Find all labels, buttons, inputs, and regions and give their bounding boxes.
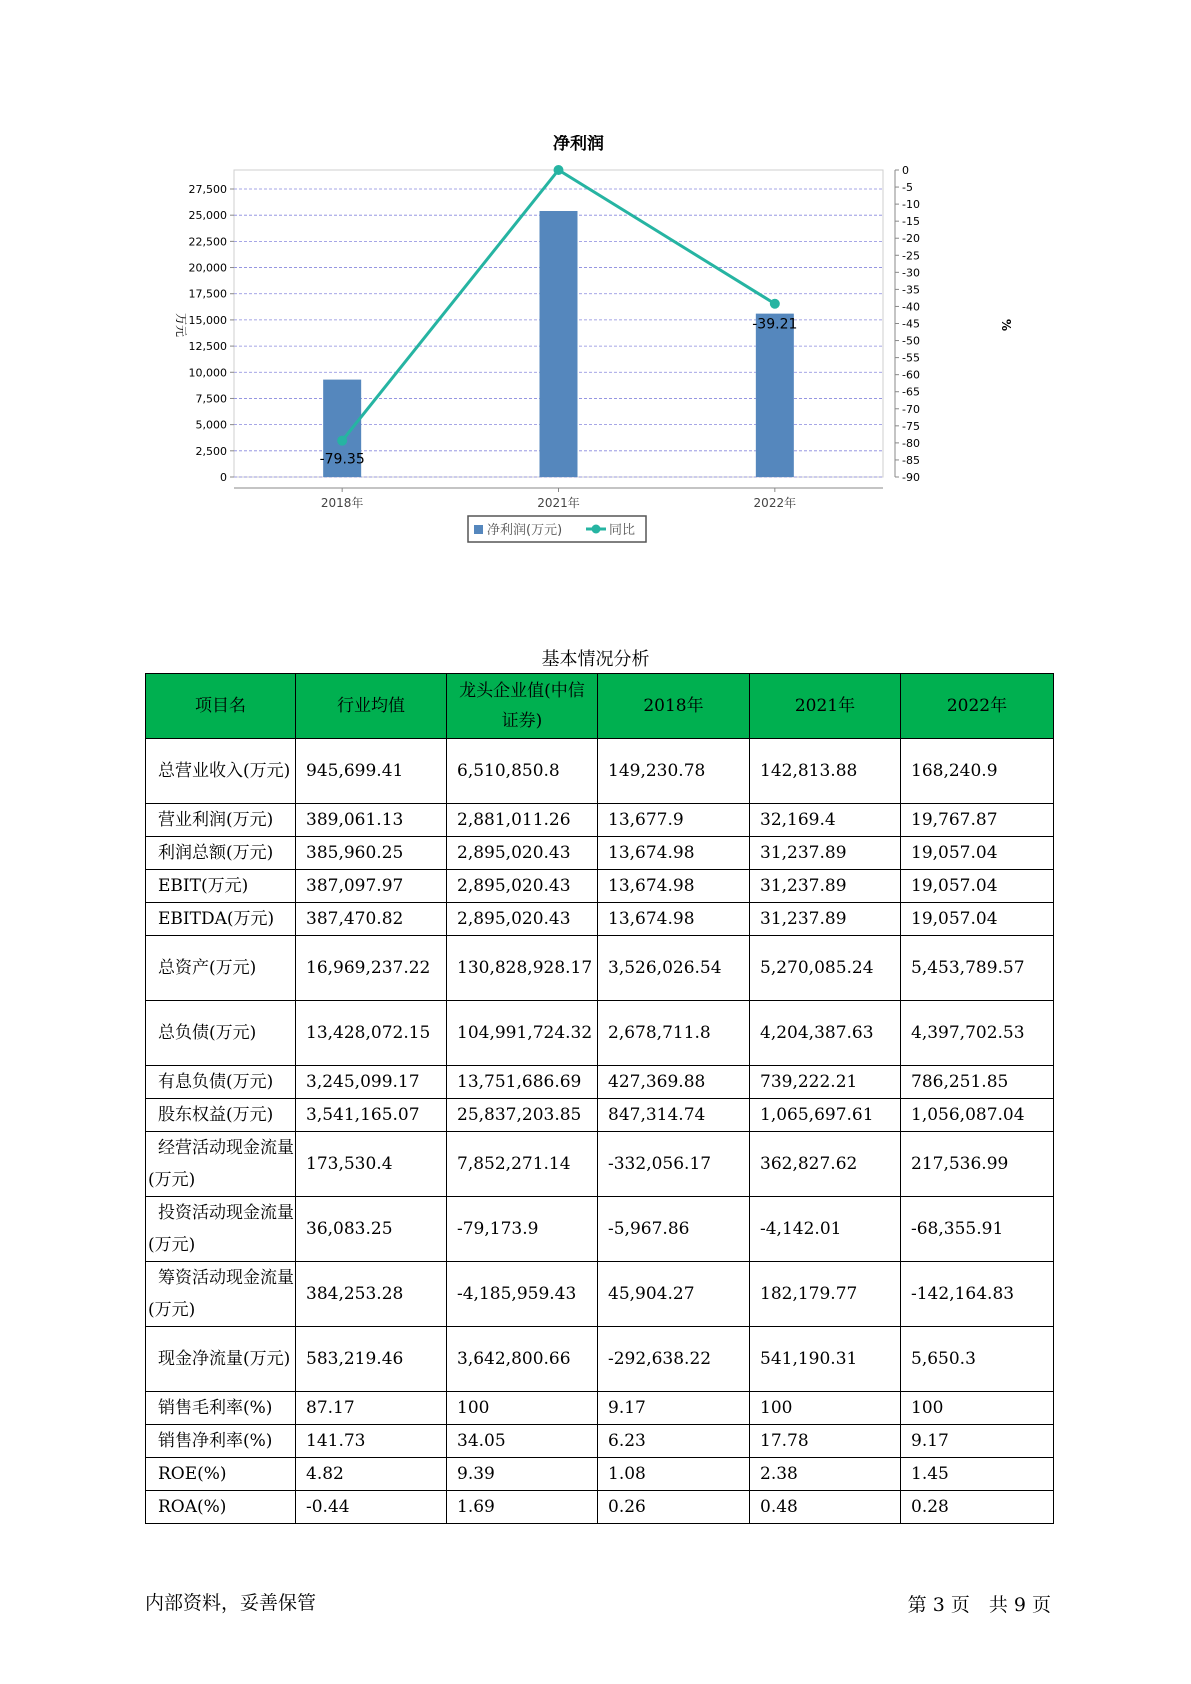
value-cell: 16,969,237.22 xyxy=(296,936,447,1001)
value-cell: 5,270,085.24 xyxy=(750,936,901,1001)
x-tick-label: 2018年 xyxy=(320,496,364,510)
value-cell: -4,185,959.43 xyxy=(447,1262,598,1327)
value-cell: -0.44 xyxy=(296,1491,447,1524)
left-tick-label: 27,500 xyxy=(188,183,227,196)
right-tick-label: -70 xyxy=(902,402,920,416)
value-cell: 385,960.25 xyxy=(296,837,447,870)
value-cell: -68,355.91 xyxy=(901,1197,1054,1262)
value-cell: 13,674.98 xyxy=(598,903,750,936)
value-cell: -79,173.9 xyxy=(447,1197,598,1262)
table-row xyxy=(146,936,1054,1001)
value-cell: 3,541,165.07 xyxy=(296,1099,447,1132)
left-tick-label: 15,000 xyxy=(188,313,227,327)
yoy-point xyxy=(770,299,780,309)
table-row xyxy=(146,1327,1054,1392)
row-label-cell: 总负债(万元) xyxy=(146,1001,296,1066)
value-cell: 541,190.31 xyxy=(750,1327,901,1392)
value-cell: 3,642,800.66 xyxy=(447,1327,598,1392)
row-label-cell: EBITDA(万元) xyxy=(146,903,296,936)
right-tick-label: -40 xyxy=(902,300,920,314)
left-tick-label: 25,000 xyxy=(188,209,227,223)
value-cell: 19,057.04 xyxy=(901,870,1054,903)
x-tick-label: 2022年 xyxy=(753,496,797,510)
value-cell: 4.82 xyxy=(296,1458,447,1491)
value-cell: 1.45 xyxy=(901,1458,1054,1491)
table-row xyxy=(146,804,1054,837)
right-tick-label: -60 xyxy=(902,368,920,382)
right-tick-label: -85 xyxy=(902,453,920,467)
header-cell: 行业均值 xyxy=(296,674,447,739)
value-cell: 45,904.27 xyxy=(598,1262,750,1327)
value-cell: 17.78 xyxy=(750,1425,901,1458)
right-tick-label: -75 xyxy=(902,419,920,433)
value-cell: 362,827.62 xyxy=(750,1132,901,1197)
value-cell: 149,230.78 xyxy=(598,739,750,804)
value-cell: 9.17 xyxy=(598,1392,750,1425)
value-cell: 31,237.89 xyxy=(750,837,901,870)
right-tick-label: -50 xyxy=(902,334,920,348)
value-cell: 100 xyxy=(901,1392,1054,1425)
right-tick-label: -45 xyxy=(902,317,920,331)
value-cell: 6,510,850.8 xyxy=(447,739,598,804)
table-row xyxy=(146,903,1054,936)
page-number: 第 3 页 共 9 页 xyxy=(907,1594,1051,1616)
yoy-point xyxy=(554,165,564,175)
left-tick-label: 7,500 xyxy=(195,392,227,406)
value-cell: 104,991,724.32 xyxy=(447,1001,598,1066)
right-tick-label: -80 xyxy=(902,436,920,450)
value-cell: -142,164.83 xyxy=(901,1262,1054,1327)
value-cell: 387,097.97 xyxy=(296,870,447,903)
value-cell: 427,369.88 xyxy=(598,1066,750,1099)
basic-analysis-table xyxy=(145,673,1054,1524)
value-cell: -5,967.86 xyxy=(598,1197,750,1262)
value-cell: 25,837,203.85 xyxy=(447,1099,598,1132)
value-cell: 1.08 xyxy=(598,1458,750,1491)
value-cell: 2,895,020.43 xyxy=(447,870,598,903)
value-cell: 9.39 xyxy=(447,1458,598,1491)
value-cell: 2,881,011.26 xyxy=(447,804,598,837)
value-cell: 389,061.13 xyxy=(296,804,447,837)
value-cell: 173,530.4 xyxy=(296,1132,447,1197)
right-tick-label: -55 xyxy=(902,351,920,365)
table-row xyxy=(146,1458,1054,1491)
value-cell: 142,813.88 xyxy=(750,739,901,804)
left-axis-label: 万元 xyxy=(174,312,188,338)
right-tick-label: -15 xyxy=(902,215,920,229)
value-cell: -4,142.01 xyxy=(750,1197,901,1262)
value-cell: 31,237.89 xyxy=(750,870,901,903)
value-cell: 13,428,072.15 xyxy=(296,1001,447,1066)
value-cell: 786,251.85 xyxy=(901,1066,1054,1099)
data-label: -39.21 xyxy=(752,316,798,333)
table-row xyxy=(146,739,1054,804)
value-cell: 387,470.82 xyxy=(296,903,447,936)
value-cell: 2,895,020.43 xyxy=(447,903,598,936)
right-tick-label: -10 xyxy=(902,198,920,212)
right-tick-label: -5 xyxy=(902,181,913,195)
row-label-cell: 筹资活动现金流量(万元) xyxy=(146,1262,296,1327)
left-tick-label: 0 xyxy=(220,471,227,484)
data-label: -79.35 xyxy=(319,451,365,468)
row-label-cell: 销售净利率(%) xyxy=(146,1425,296,1458)
table-row xyxy=(146,870,1054,903)
value-cell: 19,057.04 xyxy=(901,903,1054,936)
right-tick-label: -35 xyxy=(902,283,920,297)
table-row xyxy=(146,1262,1054,1327)
value-cell: 7,852,271.14 xyxy=(447,1132,598,1197)
value-cell: 3,245,099.17 xyxy=(296,1066,447,1099)
value-cell: 217,536.99 xyxy=(901,1132,1054,1197)
table-row xyxy=(146,1132,1054,1197)
row-label-cell: 有息负债(万元) xyxy=(146,1066,296,1099)
left-tick-label: 17,500 xyxy=(188,287,227,301)
x-tick-label: 2021年 xyxy=(537,496,580,510)
row-label-cell: ROE(%) xyxy=(146,1458,296,1491)
value-cell: 3,526,026.54 xyxy=(598,936,750,1001)
value-cell: 4,204,387.63 xyxy=(750,1001,901,1066)
value-cell: 19,057.04 xyxy=(901,837,1054,870)
chart-title: 净利润 xyxy=(553,135,604,154)
legend-line-dot xyxy=(592,525,601,534)
value-cell: 32,169.4 xyxy=(750,804,901,837)
value-cell: 13,674.98 xyxy=(598,870,750,903)
value-cell: 5,650.3 xyxy=(901,1327,1054,1392)
row-label-cell: 经营活动现金流量(万元) xyxy=(146,1132,296,1197)
value-cell: 100 xyxy=(750,1392,901,1425)
value-cell: 36,083.25 xyxy=(296,1197,447,1262)
left-tick-label: 12,500 xyxy=(188,340,227,354)
value-cell: 168,240.9 xyxy=(901,739,1054,804)
value-cell: 847,314.74 xyxy=(598,1099,750,1132)
value-cell: 4,397,702.53 xyxy=(901,1001,1054,1066)
row-label-cell: 总营业收入(万元) xyxy=(146,739,296,804)
value-cell: 2,678,711.8 xyxy=(598,1001,750,1066)
header-cell: 2022年 xyxy=(901,674,1054,739)
value-cell: 6.23 xyxy=(598,1425,750,1458)
value-cell: 2,895,020.43 xyxy=(447,837,598,870)
left-tick-label: 2,500 xyxy=(195,444,227,458)
table-row xyxy=(146,1066,1054,1099)
legend-label-bar: 净利润(万元) xyxy=(487,523,563,538)
value-cell: 2.38 xyxy=(750,1458,901,1491)
row-label-cell: 总资产(万元) xyxy=(146,936,296,1001)
right-tick-label: -65 xyxy=(902,385,920,399)
value-cell: 130,828,928.17 xyxy=(447,936,598,1001)
row-label-cell: 现金净流量(万元) xyxy=(146,1327,296,1392)
yoy-point xyxy=(337,436,347,446)
value-cell: 34.05 xyxy=(447,1425,598,1458)
right-tick-label: -25 xyxy=(902,249,920,263)
table-row xyxy=(146,1099,1054,1132)
value-cell: 945,699.41 xyxy=(296,739,447,804)
table-header-row xyxy=(146,674,1054,739)
left-tick-label: 5,000 xyxy=(195,418,227,432)
table-row xyxy=(146,1001,1054,1066)
value-cell: 13,677.9 xyxy=(598,804,750,837)
value-cell: 0.26 xyxy=(598,1491,750,1524)
table-row xyxy=(146,1392,1054,1425)
left-tick-label: 20,000 xyxy=(188,261,227,275)
right-tick-label: -90 xyxy=(902,471,920,484)
value-cell: -332,056.17 xyxy=(598,1132,750,1197)
value-cell: 13,674.98 xyxy=(598,837,750,870)
value-cell: -292,638.22 xyxy=(598,1327,750,1392)
legend-label-line: 同比 xyxy=(609,523,636,538)
table-row xyxy=(146,1491,1054,1524)
net-profit-chart-svg xyxy=(150,135,1050,595)
value-cell: 739,222.21 xyxy=(750,1066,901,1099)
row-label-cell: 利润总额(万元) xyxy=(146,837,296,870)
net-profit-bar xyxy=(540,211,578,477)
value-cell: 1,065,697.61 xyxy=(750,1099,901,1132)
row-label-cell: 股东权益(万元) xyxy=(146,1099,296,1132)
value-cell: 0.28 xyxy=(901,1491,1054,1524)
table-row xyxy=(146,1425,1054,1458)
left-tick-label: 10,000 xyxy=(188,366,227,380)
value-cell: 31,237.89 xyxy=(750,903,901,936)
value-cell: 0.48 xyxy=(750,1491,901,1524)
row-label-cell: EBIT(万元) xyxy=(146,870,296,903)
net-profit-chart xyxy=(150,135,1050,595)
value-cell: 384,253.28 xyxy=(296,1262,447,1327)
legend-bar-swatch xyxy=(474,525,483,534)
value-cell: 19,767.87 xyxy=(901,804,1054,837)
header-cell: 2021年 xyxy=(750,674,901,739)
net-profit-bar xyxy=(756,314,794,477)
header-cell: 2018年 xyxy=(598,674,750,739)
right-tick-label: 0 xyxy=(902,164,909,177)
footer-confidential: 内部资料，妥善保管 xyxy=(145,1592,317,1614)
value-cell: 141.73 xyxy=(296,1425,447,1458)
table-row xyxy=(146,837,1054,870)
header-cell: 项目名 xyxy=(146,674,296,739)
value-cell: 583,219.46 xyxy=(296,1327,447,1392)
row-label-cell: ROA(%) xyxy=(146,1491,296,1524)
row-label-cell: 营业利润(万元) xyxy=(146,804,296,837)
value-cell: 100 xyxy=(447,1392,598,1425)
value-cell: 5,453,789.57 xyxy=(901,936,1054,1001)
row-label-cell: 投资活动现金流量(万元) xyxy=(146,1197,296,1262)
row-label-cell: 销售毛利率(%) xyxy=(146,1392,296,1425)
value-cell: 1,056,087.04 xyxy=(901,1099,1054,1132)
value-cell: 1.69 xyxy=(447,1491,598,1524)
header-cell: 龙头企业值(中信证券) xyxy=(447,674,598,739)
left-tick-label: 22,500 xyxy=(188,235,227,249)
value-cell: 9.17 xyxy=(901,1425,1054,1458)
right-axis-label: % xyxy=(999,318,1013,332)
table-row xyxy=(146,1197,1054,1262)
right-tick-label: -30 xyxy=(902,266,920,280)
table-title: 基本情况分析 xyxy=(541,649,650,670)
right-tick-label: -20 xyxy=(902,232,920,246)
value-cell: 13,751,686.69 xyxy=(447,1066,598,1099)
value-cell: 87.17 xyxy=(296,1392,447,1425)
value-cell: 182,179.77 xyxy=(750,1262,901,1327)
